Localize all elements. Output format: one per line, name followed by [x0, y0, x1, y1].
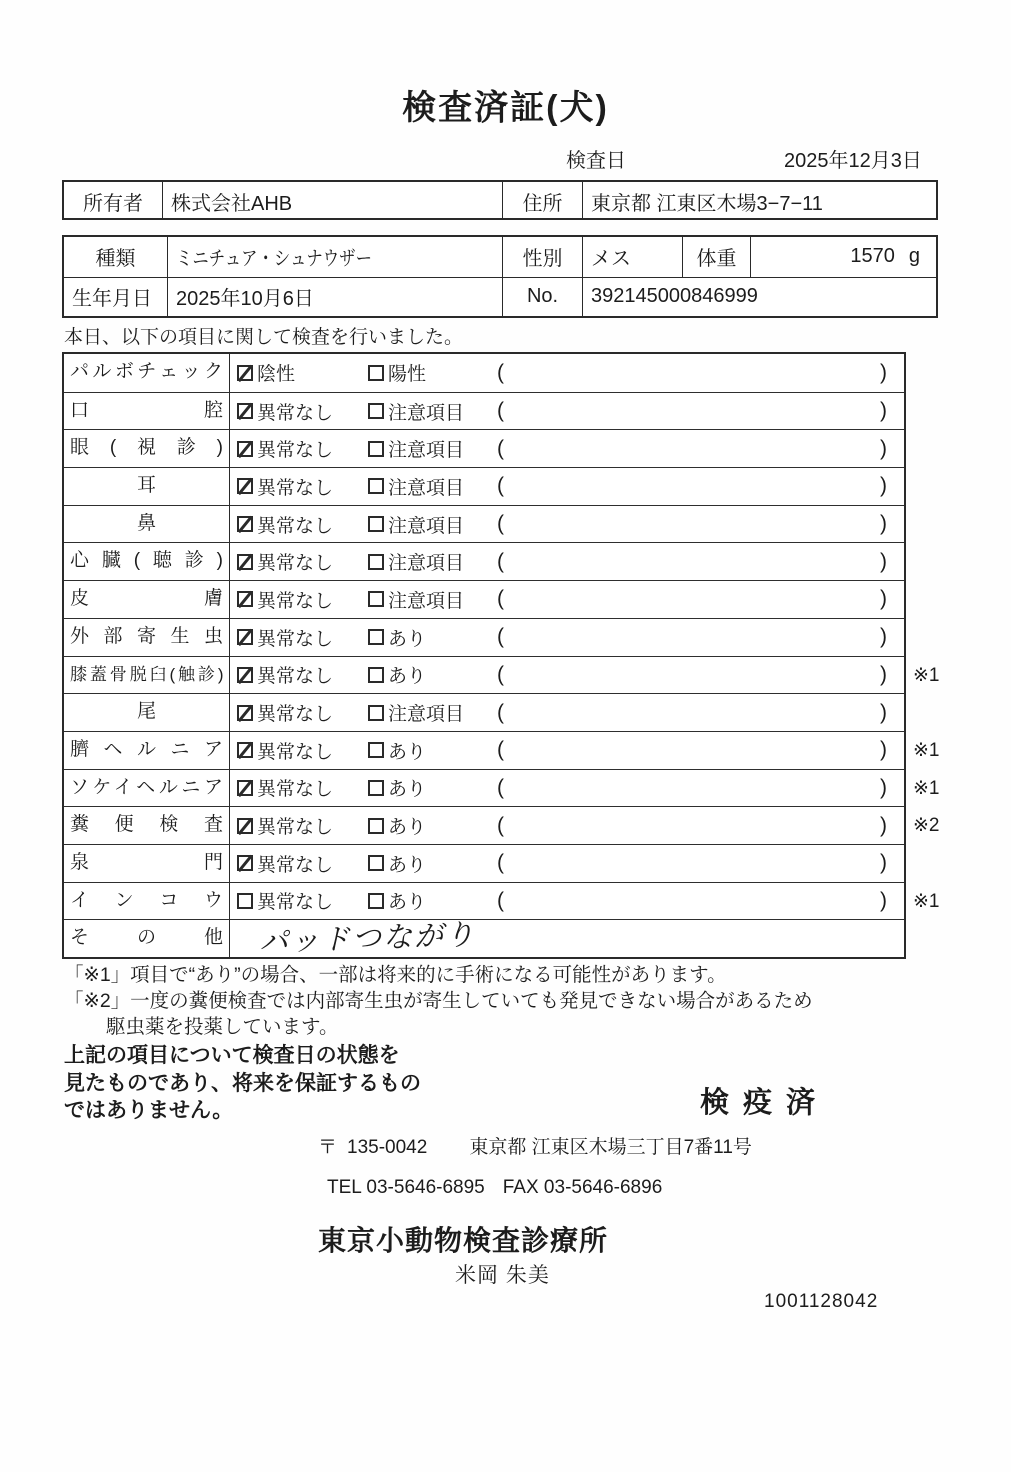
option-1 [237, 624, 368, 651]
checklist-row [64, 618, 904, 656]
checkbox-2-icon [368, 818, 384, 834]
option-2-label: 注意項目 [388, 477, 465, 499]
footnote-mark: ※1 [913, 890, 940, 912]
paren-close: ) [880, 738, 887, 762]
option-1 [237, 473, 368, 500]
item-label: 鼻 [64, 506, 230, 543]
option-2-label: あり [388, 779, 427, 801]
quarantine-stamp: 検疫済 [700, 1087, 830, 1119]
checklist-row [64, 656, 940, 694]
checklist-row [64, 731, 940, 769]
checkbox-2-icon [368, 893, 384, 909]
option-2-label: あり [388, 892, 427, 914]
item-content [230, 845, 904, 882]
option-1-label: 異常なし [257, 628, 334, 650]
paren-open: ( [497, 512, 504, 536]
paren-close: ) [880, 888, 887, 912]
checklist-row [64, 769, 940, 807]
option-1-label: 異常なし [257, 440, 334, 462]
paren-close: ) [880, 775, 887, 799]
sex-value: メス [582, 237, 682, 277]
checkbox-2-icon [368, 403, 384, 419]
item-label: 臍ヘルニア [64, 732, 230, 769]
footnote-2: 「※2」一度の糞便検査では内部寄生虫が寄生していても発見できない場合があるため [64, 990, 813, 1012]
option-1 [237, 586, 368, 613]
item-content [230, 543, 904, 580]
item-content [230, 393, 904, 430]
option-2-label: あり [388, 854, 427, 876]
checkbox-2-icon [368, 591, 384, 607]
item-label: 眼(視診) [64, 430, 230, 467]
item-content [230, 506, 904, 543]
item-label: 泉門 [64, 845, 230, 882]
checkbox-1-icon [237, 818, 253, 834]
clinic-name: 東京小動物検査診療所 [318, 1225, 609, 1256]
item-label: 膝蓋骨脱臼(触診) [64, 657, 230, 694]
item-content [230, 770, 904, 807]
paren-open: ( [497, 813, 504, 837]
checkbox-1-icon [237, 742, 253, 758]
option-2 [368, 774, 497, 801]
handwritten-note: パッドつながり [258, 919, 477, 959]
option-2 [368, 398, 497, 425]
paren-close: ) [880, 512, 887, 536]
address-label: 住所 [502, 182, 582, 220]
item-label: 尾 [64, 694, 230, 731]
checkbox-1-icon [237, 554, 253, 570]
paren-close: ) [880, 587, 887, 611]
paren-open: ( [497, 360, 504, 384]
option-2 [368, 586, 497, 613]
breed-label: 種類 [95, 248, 136, 271]
item-content [230, 619, 904, 656]
paren-open: ( [497, 700, 504, 724]
option-1 [237, 887, 368, 914]
option-2 [368, 473, 497, 500]
item-content [230, 732, 904, 769]
footnote-mark: ※1 [913, 777, 940, 799]
item-label: 耳 [64, 468, 230, 505]
checkbox-1-icon [237, 855, 253, 871]
checkbox-1-icon [237, 516, 253, 532]
weight-label: 体重 [682, 237, 750, 277]
paren-open: ( [497, 888, 504, 912]
paren-open: ( [497, 738, 504, 762]
footnote-1: 「※1」項目で“あり”の場合、一部は将来的に手術になる可能性があります。 [64, 964, 727, 986]
checklist-row [64, 844, 904, 882]
option-2 [368, 812, 497, 839]
checkbox-1-icon [237, 780, 253, 796]
postal-mark-icon: 〒 [318, 1137, 338, 1158]
option-2-label: 注意項目 [388, 440, 465, 462]
paren-close: ) [880, 813, 887, 837]
option-1 [237, 774, 368, 801]
option-1 [237, 699, 368, 726]
option-2-label: 注意項目 [388, 590, 465, 612]
option-1-label: 異常なし [257, 741, 334, 763]
checkbox-1-icon [237, 478, 253, 494]
checklist-row [64, 882, 940, 920]
paren-close: ) [880, 700, 887, 724]
checkbox-1-icon [237, 365, 253, 381]
address-value: 東京都 江東区木場3−7−11 [582, 182, 936, 220]
option-2 [368, 699, 497, 726]
option-2-label: 陽性 [388, 364, 427, 386]
checkbox-2-icon [368, 705, 384, 721]
option-2-label: 注意項目 [388, 402, 465, 424]
intro-text: 本日、以下の項目に関して検査を行いました。 [64, 327, 464, 348]
option-1-label: 異常なし [257, 477, 334, 499]
option-2 [368, 359, 497, 386]
item-content [230, 468, 904, 505]
option-2-label: 注意項目 [388, 704, 465, 726]
checklist-row [64, 392, 904, 430]
item-label: 皮膚 [64, 581, 230, 618]
clinic-tel-line [327, 1177, 662, 1199]
checkbox-2-icon [368, 365, 384, 381]
paren-close: ) [880, 399, 887, 423]
option-2-label: 注意項目 [388, 553, 465, 575]
option-1-label: 異常なし [257, 666, 334, 688]
clinic-postal-line [318, 1132, 752, 1159]
paren-close: ) [880, 851, 887, 875]
clinic-fax: FAX 03-5646-6896 [502, 1177, 663, 1198]
checkbox-1-icon [237, 629, 253, 645]
option-2 [368, 661, 497, 688]
checklist-table [62, 352, 940, 959]
item-label: インコウ [64, 883, 230, 920]
sex-label: 性別 [502, 237, 582, 277]
checkbox-1-icon [237, 441, 253, 457]
option-2 [368, 624, 497, 651]
item-label: 心臓(聴診) [64, 543, 230, 580]
option-1-label: 陰性 [257, 364, 296, 386]
option-1-label: 異常なし [257, 515, 334, 537]
item-content [230, 883, 904, 920]
item-content [230, 807, 904, 844]
option-1-label: 異常なし [257, 402, 334, 424]
checklist-row [64, 467, 904, 505]
option-2-label: あり [388, 741, 427, 763]
clinic-address: 東京都 江東区木場三丁目7番11号 [469, 1137, 752, 1158]
option-2 [368, 850, 497, 877]
clinic-tel: TEL 03-5646-6895 [327, 1177, 485, 1198]
weight-unit: g [908, 245, 920, 268]
option-1-label: 異常なし [257, 704, 334, 726]
footnote-2-cont: 駆虫薬を投薬しています。 [106, 1016, 339, 1038]
checkbox-2-icon [368, 780, 384, 796]
item-content [230, 354, 904, 392]
option-2-label: あり [388, 817, 427, 839]
disclaimer: 上記の項目について検査日の状態を 見たものであり、将来を保証するもの ではありません。 [64, 1044, 421, 1122]
item-label: 口腔 [64, 393, 230, 430]
item-label: 糞便検査 [64, 807, 230, 844]
option-1 [237, 359, 368, 386]
paren-open: ( [497, 775, 504, 799]
page-title: 検査済証(犬) [402, 89, 609, 127]
paren-open: ( [497, 436, 504, 460]
checkbox-2-icon [368, 667, 384, 683]
checklist-row [64, 919, 904, 957]
checkbox-2-icon [368, 855, 384, 871]
item-content [230, 694, 904, 731]
checkbox-1-icon [237, 403, 253, 419]
paren-open: ( [497, 587, 504, 611]
checkbox-1-icon [237, 667, 253, 683]
footnote-mark: ※1 [913, 739, 940, 761]
option-1 [237, 737, 368, 764]
footnotes [64, 962, 813, 1040]
birth-value: 2025年10月6日 [167, 278, 502, 317]
birth-label: 生年月日 [72, 288, 152, 311]
owner-box [62, 180, 938, 220]
paren-close: ) [880, 549, 887, 573]
checkbox-2-icon [368, 478, 384, 494]
owner-value: 株式会社AHB [162, 182, 502, 220]
checkbox-2-icon [368, 629, 384, 645]
option-1-label: 異常なし [257, 854, 334, 876]
option-1 [237, 661, 368, 688]
item-label: パルボチェック [64, 354, 230, 392]
paren-open: ( [497, 662, 504, 686]
paren-close: ) [880, 474, 887, 498]
checkbox-1-icon [237, 705, 253, 721]
checklist-row [64, 429, 904, 467]
option-2 [368, 887, 497, 914]
pet-box [62, 235, 938, 318]
item-content [230, 581, 904, 618]
breed-value: ミニチュア・シュナウザー [167, 237, 502, 277]
checkbox-2-icon [368, 742, 384, 758]
item-label: 外部寄生虫 [64, 619, 230, 656]
option-2 [368, 435, 497, 462]
option-2 [368, 511, 497, 538]
option-2-label: 注意項目 [388, 515, 465, 537]
item-content [230, 657, 904, 694]
option-1-label: 異常なし [257, 817, 334, 839]
checkbox-2-icon [368, 554, 384, 570]
option-1 [237, 398, 368, 425]
paren-open: ( [497, 549, 504, 573]
paren-close: ) [880, 360, 887, 384]
document-number: 1001128042 [764, 1291, 879, 1312]
owner-label: 所有者 [83, 192, 143, 215]
checklist-row [64, 580, 904, 618]
paren-close: ) [880, 436, 887, 460]
item-content [230, 920, 904, 957]
paren-open: ( [497, 399, 504, 423]
footnote-mark: ※1 [913, 664, 940, 686]
paren-open: ( [497, 474, 504, 498]
postal-code: 135-0042 [347, 1137, 428, 1158]
checklist-row [64, 693, 904, 731]
option-1 [237, 812, 368, 839]
paren-open: ( [497, 625, 504, 649]
option-2-label: あり [388, 628, 427, 650]
option-1 [237, 548, 368, 575]
option-1 [237, 511, 368, 538]
checklist-row [64, 806, 940, 844]
option-1 [237, 850, 368, 877]
checklist-row [64, 505, 904, 543]
checkbox-1-icon [237, 591, 253, 607]
vet-name: 米岡 朱美 [455, 1264, 550, 1287]
inspection-date-label: 検査日 [566, 150, 626, 172]
paren-open: ( [497, 851, 504, 875]
checkbox-2-icon [368, 441, 384, 457]
option-2 [368, 548, 497, 575]
item-label: その他 [64, 920, 230, 957]
option-1-label: 異常なし [257, 779, 334, 801]
item-label: ソケイヘルニア [64, 770, 230, 807]
footnote-mark: ※2 [913, 815, 940, 837]
weight-value: 1570 g [750, 237, 936, 277]
paren-close: ) [880, 625, 887, 649]
checkbox-1-icon [237, 893, 253, 909]
no-value: 392145000846999 [582, 278, 936, 317]
checkbox-2-icon [368, 516, 384, 532]
no-label: No. [502, 278, 582, 317]
paren-close: ) [880, 662, 887, 686]
option-2-label: あり [388, 666, 427, 688]
inspection-date-value: 2025年12月3日 [784, 150, 922, 172]
item-content [230, 430, 904, 467]
option-1 [237, 435, 368, 462]
option-1-label: 異常なし [257, 590, 334, 612]
checklist-row [64, 354, 904, 392]
checklist-row [64, 542, 904, 580]
option-1-label: 異常なし [257, 553, 334, 575]
option-1-label: 異常なし [257, 892, 334, 914]
option-2 [368, 737, 497, 764]
